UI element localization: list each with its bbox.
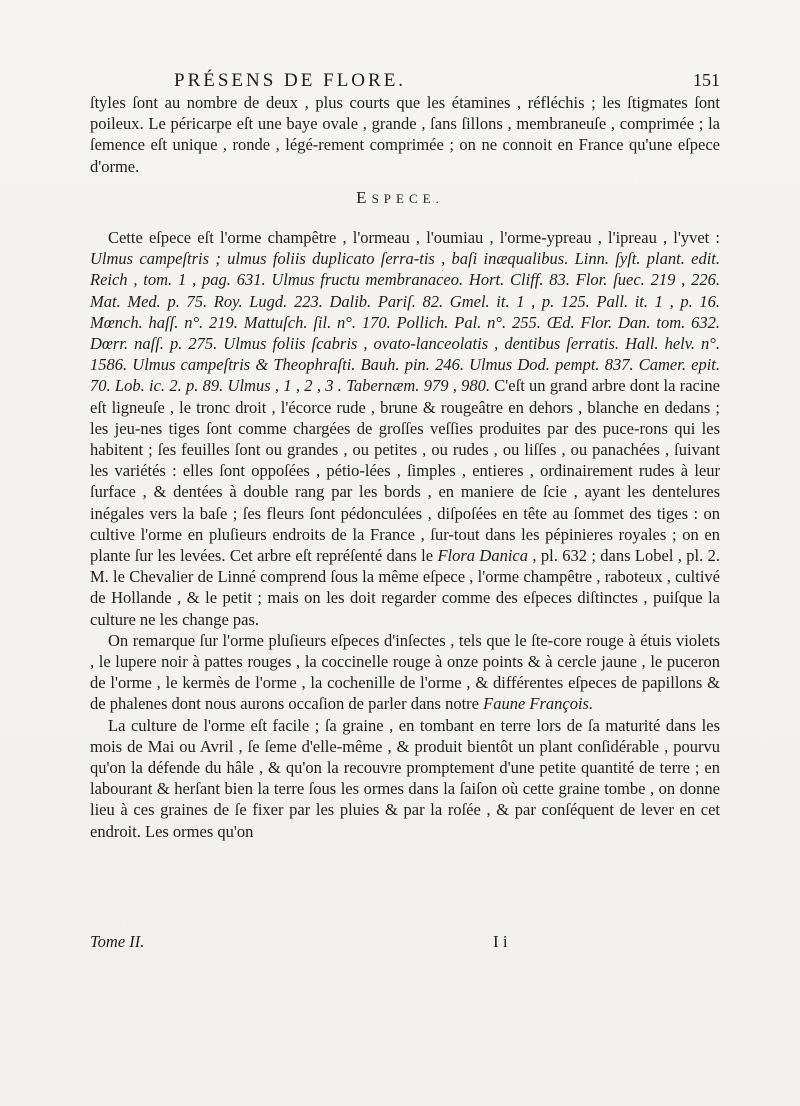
- faune-francois-title: Faune François.: [483, 694, 594, 714]
- species-description-end: , pl. 632 ; dans Lobel , pl. 2. M. le Chevalier de Linné comprend ſous la même eſpece , l'orme champêtre , raboteux , cultivé de Hollande , & le petit ; mais on les doit regarder comme des eſpeces diſtinctes , puiſque la culture ne les change pas.: [90, 546, 720, 629]
- page-number: 151: [693, 70, 720, 90]
- flora-danica-title: Flora Danica: [437, 546, 529, 566]
- species-common-names: Cette eſpece eſt l'orme champêtre , l'ormeau , l'oumiau , l'orme-ypreau , l'ipreau , l'yvet :: [108, 228, 720, 247]
- paragraph-species: [90, 227, 720, 630]
- intro-text: ſtyles ſont au nombre de deux , plus courts que les étamines , réfléchis ; les ſtigmates ſont poileux. Le péricarpe eſt une baye ovale , grande , ſans ſillons , membraneuſe , comprimée ; la ſemence eſt unique , ronde , légé-rement comprimée ; on ne connoit en France qu'une eſpece d'orme.: [90, 93, 720, 176]
- body-text: [90, 227, 720, 842]
- paragraph-culture: La culture de l'orme eſt facile ; ſa graine , en tombant en terre lors de ſa maturité dans les mois de Mai ou Avril , ſe ſeme d'elle-même , & produit bientôt un plant conſidérable , pourvu qu'on la défende du hâle , & qu'on la recouvre promptement d'une petite quantité de terre ; en labourant & herſant bien la terre ſous les ormes dans la ſaiſon où cette graine tombe , on donne lieu à ces graines de ſe fixer par les pluies & par la roſée , & par conſéquent de lever en cet endroit. Les ormes qu'on: [90, 715, 720, 841]
- running-title: PRÉSENS DE FLORE.: [174, 70, 407, 91]
- species-description: C'eſt un grand arbre dont la racine eſt ligneuſe , le tronc droit , l'écorce rude , brune & rougeâtre en dehors , blanche en dedans ; les jeu-nes tiges ſont comme chargées de groſſes veſſies produites par des puce-rons qui les habitent ; ſes feuilles ſont ou grandes , ou petites , ou rudes , ou liſſes , ou panachées , ſuivant les variétés : elles ſont oppoſées , pétio-lées , ſimples , entieres , ordinairement rudes à leur ſurface , & dentées à double rang par les bords , en maniere de ſcie , ayant les dentelures inégales vers la baſe ; ſes fleurs ſont pédonculées , diſpoſées en tête au ſommet des tiges : on cultive l'orme en pluſieurs endroits de la France , ſur-tout dans les pépinieres royales ; on en plante ſur les levées. Cet arbre eſt repréſenté dans le: [90, 376, 720, 566]
- intro-paragraph: [90, 92, 720, 177]
- page-footer: [90, 932, 720, 956]
- insects-text: On remarque ſur l'orme pluſieurs eſpeces d'inſectes , tels que le ſte-core rouge à étuis violets , le lupere noir à pattes rouges , la coccinelle rouge à onze points & à cercle jaune , le puceron de l'orme , le kermès de l'orme , la cochenille de l'orme , & différentes eſpeces de papillons & de phalenes dont nous aurons occaſion de parler dans notre: [90, 630, 720, 714]
- section-heading-rest: SPECE.: [371, 191, 444, 206]
- section-heading-initial: E: [356, 188, 372, 207]
- running-header: [90, 70, 720, 94]
- volume-label: Tome II.: [90, 932, 145, 951]
- paragraph-insects: [90, 630, 720, 715]
- species-references: Ulmus campeſtris ; ulmus foliis duplicato ſerra-tis , baſi inæqualibus. Linn. ſyſt. plant. edit. Reich , tom. 1 , pag. 631. Ulmus fructu membranaceo. Hort. Cliff. 83. Flor. ſuec. 219 , 226. Mat. Med. p. 75. Roy. Lugd. 223. Dalib. Pariſ. 82. Gmel. it. 1 , p. 125. Pall. it. 1 , p. 16. Mœnch. haſſ. n°. 219. Mattuſch. ſil. n°. 170. Pollich. Pal. n°. 255. Œd. Flor. Dan. tom. 632. Dœrr. naſſ. p. 275. Ulmus foliis ſcabris , ovato-lanceolatis , dentibus ſerratis. Hall. helv. n°. 1586. Ulmus campeſtris & Theophraſti. Bauh. pin. 246. Ulmus Dod. pempt. 837. Camer. epit. 70. Lob. ic. 2. p. 89. Ulmus , 1 , 2 , 3 . Tabernæm. 979 , 980.: [90, 249, 720, 396]
- signature-mark: I i: [493, 932, 508, 951]
- section-heading: [0, 188, 800, 208]
